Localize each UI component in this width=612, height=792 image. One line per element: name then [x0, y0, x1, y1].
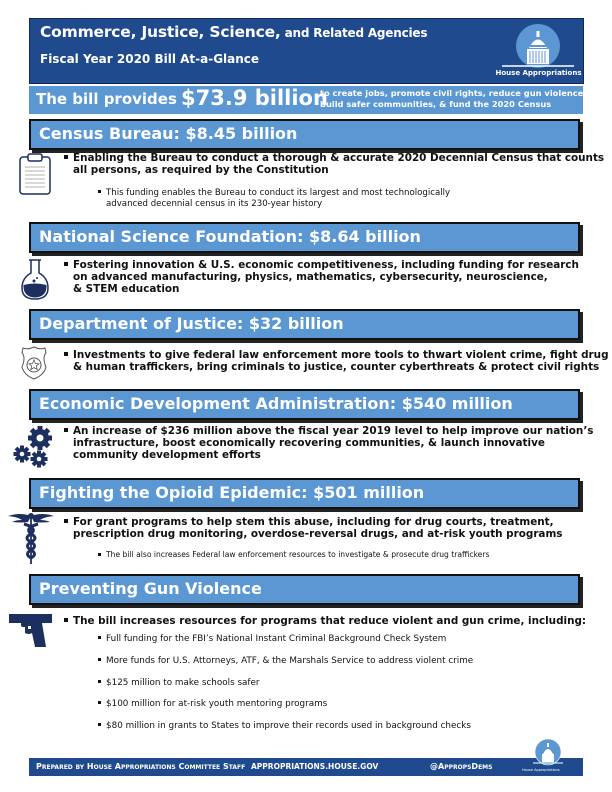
bullet-text: & STEM education [73, 283, 180, 295]
opioid-bullet [64, 516, 562, 540]
bullet-marker [98, 680, 101, 683]
bullet-text: The bill increases resources for programs that reduce violent and gun crime, including: [73, 615, 587, 627]
title-rest: and Related Agencies [280, 26, 428, 40]
bullet-text: all persons, as required by the Constitution [73, 164, 329, 176]
bullet-marker [98, 636, 101, 639]
summary-description [320, 88, 586, 110]
title-bold: Commerce, Justice, Science, [40, 23, 281, 41]
bullet-text: For grant programs to help stem this abuse, including for drug courts, treatment, [73, 516, 554, 528]
opioid-sub-bullet [98, 550, 489, 559]
section-header-opioid [29, 478, 580, 509]
section-header-eda [29, 389, 580, 420]
bullet-text: $100 million for at-risk youth mentoring programs [106, 699, 328, 709]
bullet-marker [64, 618, 68, 622]
bullet-text: prescription drug monitoring, overdose-reversal drugs, and at-risk youth programs [73, 528, 563, 540]
page-title [40, 23, 427, 41]
gears-icon [10, 423, 56, 469]
footer-social-handle[interactable]: @AppropsDems [430, 762, 493, 771]
section-header-census [29, 119, 580, 150]
bullet-text: The bill also increases Federal law enforcement resources to investigate & prosecute drug traffickers [106, 550, 490, 559]
clipboard-icon [18, 152, 52, 196]
bullet-text: More funds for U.S. Attorneys, ATF, & the Marshals Service to address violent crime [106, 656, 474, 666]
bullet-marker [98, 658, 101, 661]
bullet-marker [64, 519, 68, 523]
footer-logo-text: House Appropriations [522, 768, 560, 772]
bullet-marker [64, 262, 68, 266]
gun-sub-bullet-5 [98, 721, 471, 731]
section-title: Census Bureau: $8.45 billion [39, 124, 298, 143]
bullet-text: & human traffickers, bring criminals to justice, counter cyberthreats & protect civil rights [73, 361, 600, 373]
page-subtitle: Fiscal Year 2020 Bill At-a-Glance [40, 52, 260, 66]
bullet-text: Full funding for the FBI’s National Instant Criminal Background Check System [106, 634, 447, 644]
gun-sub-bullet-1 [98, 634, 446, 644]
gun-sub-bullet-4 [98, 699, 327, 709]
doj-bullet [64, 349, 609, 373]
caduceus-icon [6, 510, 56, 566]
bullet-marker [98, 701, 101, 704]
gun-sub-bullet-2 [98, 656, 473, 666]
summary-amount: $73.9 billion [181, 86, 328, 110]
eda-bullet [64, 425, 593, 461]
badge-icon [20, 345, 48, 381]
section-header-nsf [29, 222, 580, 253]
bullet-text: $125 million to make schools safer [106, 678, 260, 688]
section-title: Fighting the Opioid Epidemic: $501 million [39, 483, 425, 502]
section-title: National Science Foundation: $8.64 billion [39, 227, 421, 246]
bullet-marker [64, 428, 68, 432]
bullet-text: on advanced manufacturing, physics, mathematics, cybersecurity, neuroscience, [73, 271, 548, 283]
bullet-marker [98, 723, 101, 726]
section-header-gun [29, 574, 580, 605]
logo-text: House Appropriations [495, 69, 582, 77]
summary-line-1: to create jobs, promote civil rights, reduce gun violence, [320, 88, 587, 98]
bullet-text: This funding enables the Bureau to conduct its largest and most technologically [106, 188, 451, 198]
bullet-text: Enabling the Bureau to conduct a thorough & accurate 2020 Decennial Census that counts [73, 152, 605, 164]
footer-prepared-by: Prepared by House Appropriations Committee Staff [36, 762, 246, 771]
bullet-text: advanced decennial census in its 230-year history [106, 199, 323, 209]
section-header-doj [29, 309, 580, 340]
section-title: Economic Development Administration: $540 million [39, 394, 513, 413]
footer-website-link[interactable]: APPROPRIATIONS.HOUSE.GOV [251, 762, 379, 771]
flask-icon [20, 257, 50, 301]
bullet-marker [98, 190, 101, 193]
bullet-marker [64, 352, 68, 356]
section-title: Department of Justice: $32 billion [39, 314, 344, 333]
bullet-text: infrastructure, boost economically recovering communities, & launch innovative [73, 437, 545, 449]
bullet-text: Fostering innovation & U.S. economic competitiveness, including funding for research [73, 259, 579, 271]
logo-box [494, 18, 584, 84]
census-sub-bullet [98, 188, 450, 210]
nsf-bullet [64, 259, 579, 295]
summary-line-2: build safer communities, & fund the 2020 Census [320, 99, 552, 109]
footer-capitol-logo-icon [528, 738, 568, 768]
bullet-text: Investments to give federal law enforcement more tools to thwart violent crime, fight drug [73, 349, 609, 361]
bullet-text: $80 million in grants to States to improve their records used in background checks [106, 721, 471, 731]
bullet-marker [64, 155, 68, 159]
gun-sub-bullet-3 [98, 678, 260, 688]
section-title: Preventing Gun Violence [39, 579, 262, 598]
bullet-text: An increase of $236 million above the fiscal year 2019 level to help improve our nation’s [73, 425, 594, 437]
gun-bullet [64, 615, 586, 627]
census-bullet [64, 152, 604, 176]
summary-lead: The bill provides [36, 90, 177, 108]
bullet-text: community development efforts [73, 449, 261, 461]
handgun-icon [8, 613, 54, 649]
bullet-marker [98, 553, 101, 556]
